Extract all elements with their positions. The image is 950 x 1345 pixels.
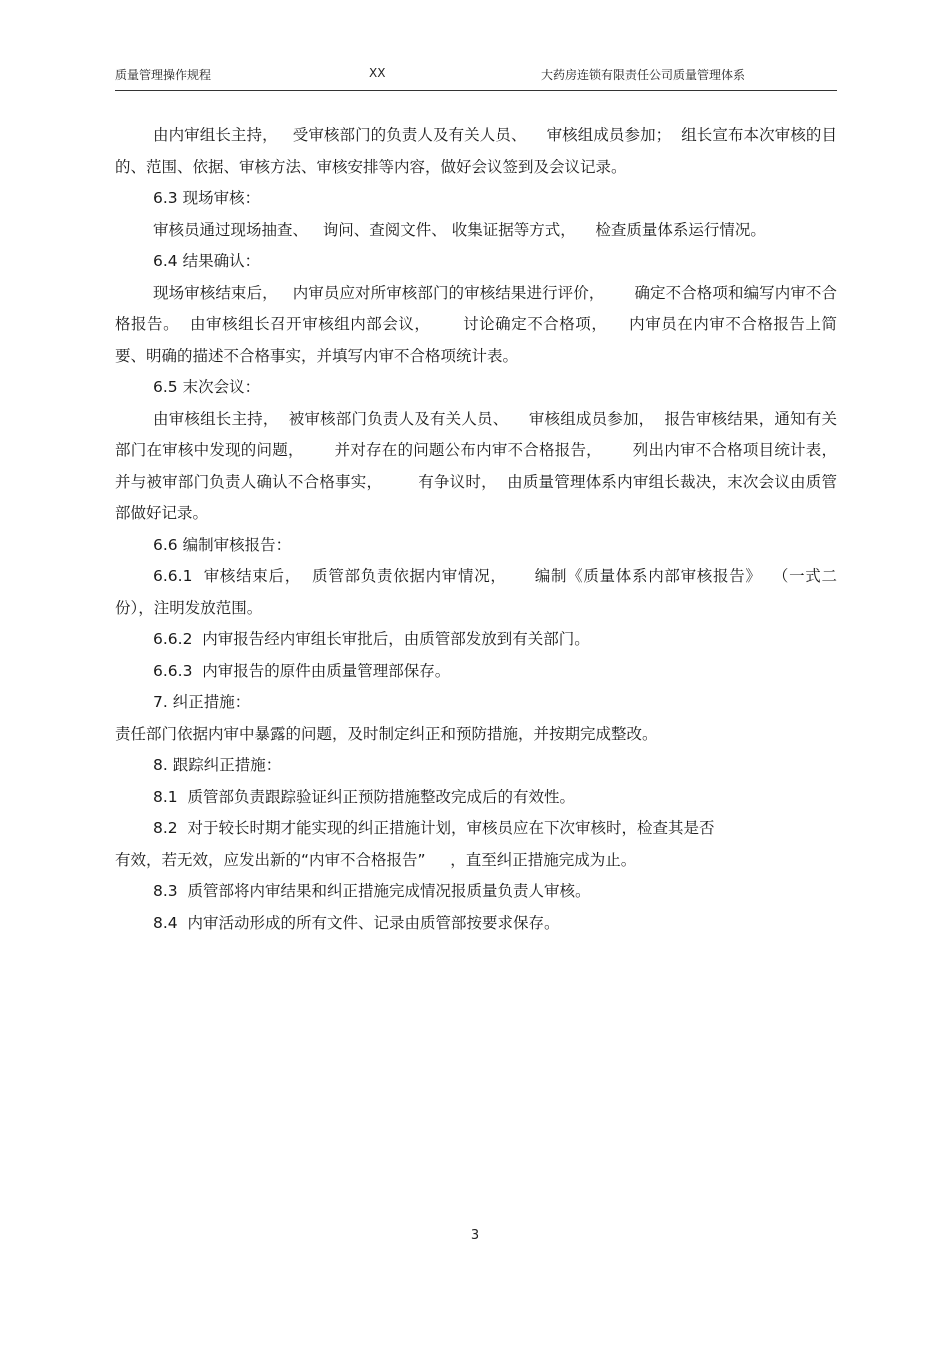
header-code: XX: [369, 66, 386, 80]
paragraph-8-1: 8.1 质管部负责跟踪验证纠正预防措施整改完成后的有效性。: [153, 787, 576, 806]
paragraph-8-2-line1: 8.2 对于较长时期才能实现的纠正措施计划，审核员应在下次审核时，检查其是否: [153, 819, 715, 837]
paragraph-opening-meeting: 由内审组长主持， 受审核部门的负责人及有关人员、 审核组成员参加； 组长宣布本次审核的目的、范围、依据、审核方法、审核安排等内容，做好会议签到及会议记录。: [115, 126, 837, 176]
section-heading-6-6: 6.6 编制审核报告：: [153, 535, 292, 554]
page-header: [115, 66, 837, 86]
paragraph-8-2-line2: 有效，若无效，应发出新的“内审不合格报告” ，直至纠正措施完成为止。: [115, 850, 637, 869]
paragraph-onsite-audit: 审核员通过现场抽查、 询问、查阅文件、 收集证据等方式， 检查质量体系运行情况。: [153, 220, 766, 239]
paragraph-6-6-1: 6.6.1 审核结束后， 质管部负责依据内审情况， 编制《质量体系内部审核报告》 （一式二份），注明发放范围。: [115, 567, 837, 617]
section-heading-8: 8. 跟踪纠正措施：: [153, 756, 282, 774]
paragraph-8-4: 8.4 内审活动形成的所有文件、记录由质管部按要求保存。: [153, 913, 560, 932]
section-heading-7: 7. 纠正措施：: [153, 693, 251, 711]
section-heading-6-4: 6.4 结果确认：: [153, 252, 261, 270]
header-doc-title: 质量管理操作规程: [115, 68, 212, 82]
section-heading-6-5: 6.5 末次会议：: [153, 378, 261, 396]
paragraph-result-confirmation: 现场审核结束后， 内审员应对所审核部门的审核结果进行评价， 确定不合格项和编写内审不合格报告。 由审核组长召开审核组内部会议， 讨论确定不合格项， 内审员在内审不合格报告上简要、明确的描述不合格事实，并填写内审不合格项统计表。: [115, 283, 837, 365]
header-rule: [115, 90, 837, 91]
section-heading-6-3: 6.3 现场审核：: [153, 189, 261, 207]
paragraph-6-6-2: 6.6.2 内审报告经内审组长审批后，由质管部发放到有关部门。: [153, 630, 590, 648]
page-number: 3: [470, 1228, 480, 1243]
paragraph-closing-meeting: 由审核组长主持， 被审核部门负责人及有关人员、 审核组成员参加， 报告审核结果，通知有关部门在审核中发现的问题， 并对存在的问题公布内审不合格报告， 列出内审不合格项目统计表， 并与被审部门负责人确认不合格事实， 有争议时， 由质量管理体系内审组长裁决，末次会议由质管部做好记录。: [115, 409, 857, 522]
paragraph-6-6-3: 6.6.3 内审报告的原件由质量管理部保存。: [153, 661, 451, 680]
header-company: 大药房连锁有限责任公司质量管理体系: [540, 68, 745, 82]
paragraph-8-3: 8.3 质管部将内审结果和纠正措施完成情况报质量负责人审核。: [153, 882, 591, 900]
document-body: [115, 120, 857, 939]
paragraph-corrective-actions: 责任部门依据内审中暴露的问题，及时制定纠正和预防措施，并按期完成整改。: [115, 724, 658, 743]
